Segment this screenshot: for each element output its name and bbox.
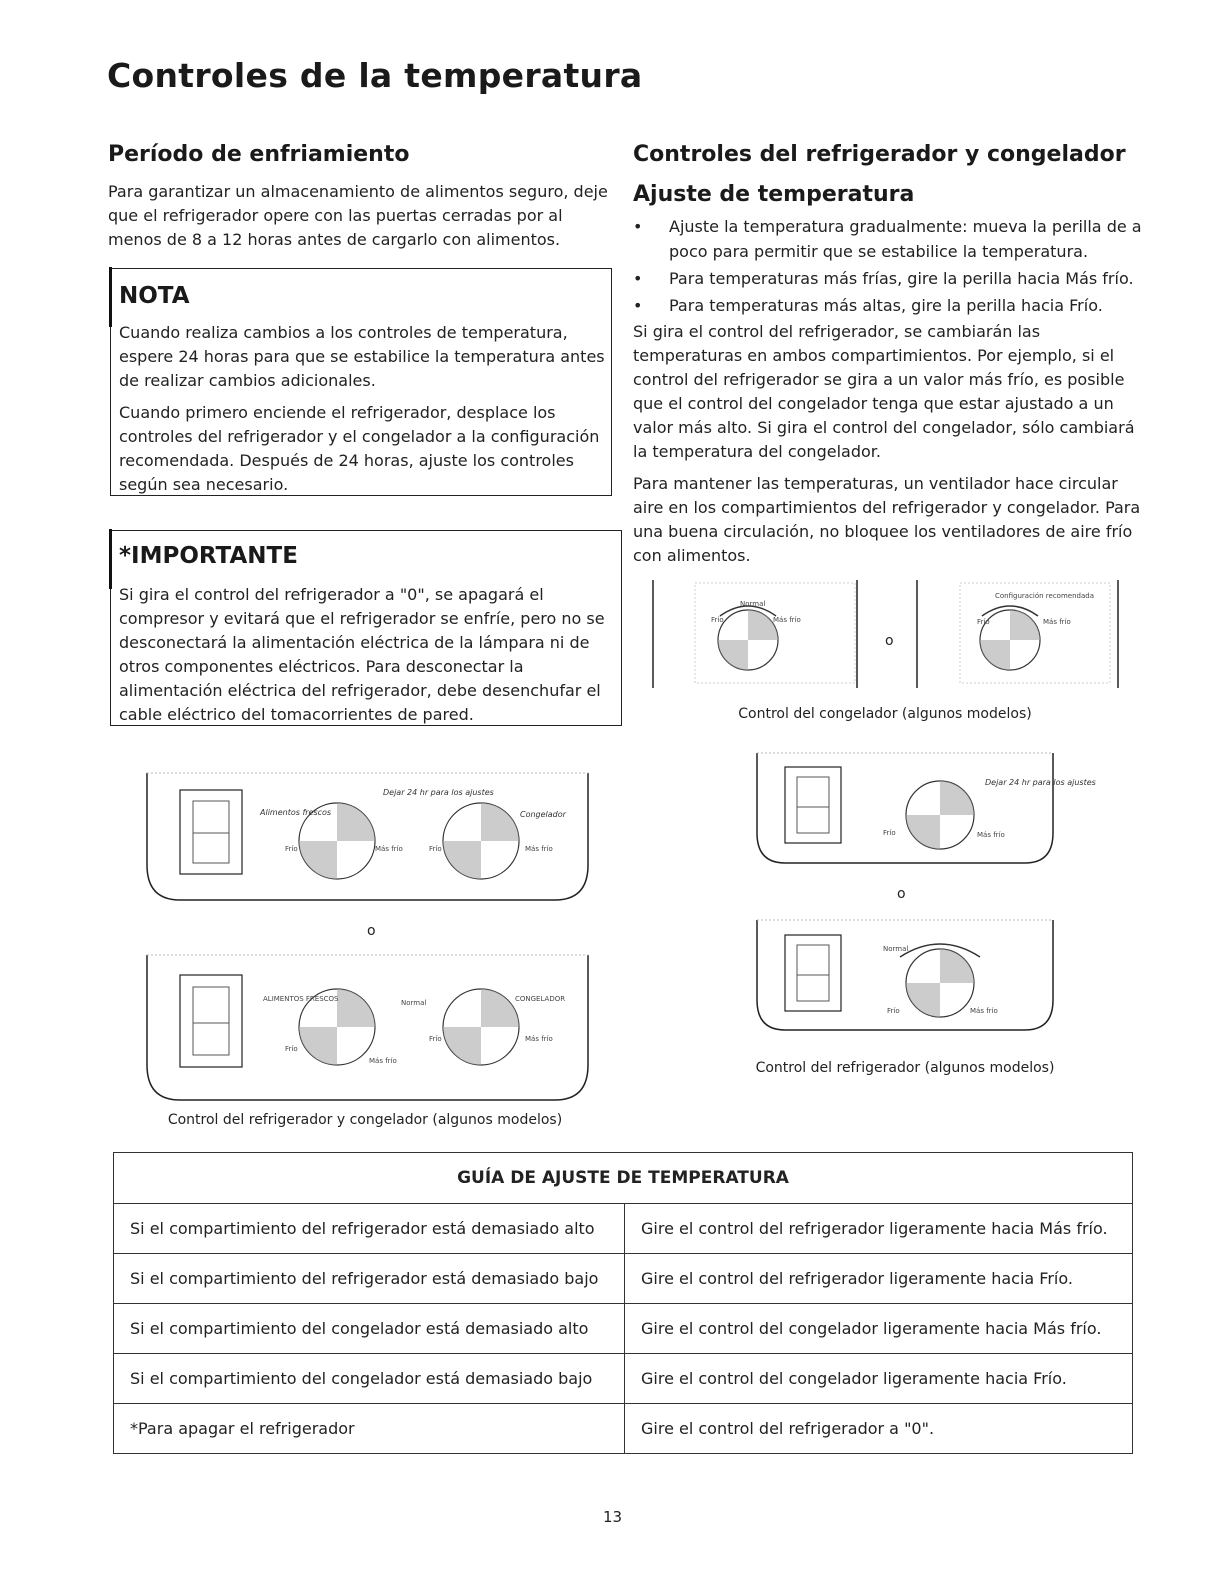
congelador-label: Congelador [520, 810, 566, 819]
guide-condition: Si el compartimiento del refrigerador está demasiado alto [114, 1204, 625, 1254]
alimentos-frescos-caps-label: ALIMENTOS FRESCOS [263, 995, 339, 1003]
fridge-control-diagram [755, 745, 1096, 1045]
frio-label: Frío [883, 829, 896, 837]
alimentos-frescos-label: Alimentos frescos [260, 808, 332, 817]
nota-p1: Cuando realiza cambios a los controles de temperatura, espere 24 horas para que se estabilice la temperatura antes de realizar cambios adicionales. [119, 323, 605, 390]
frio-label: Frío [285, 1045, 298, 1053]
guide-condition: Si el compartimiento del congelador está demasiado bajo [114, 1354, 625, 1404]
dejar-label: Dejar 24 hr para los ajustes [985, 778, 1096, 787]
freezer-control-diagram [645, 578, 1135, 693]
congelador-caps-label: CONGELADOR [515, 995, 566, 1003]
importante-box [110, 530, 622, 726]
bullet-item: • Para temperaturas más altas, gire la perilla hacia Frío. [633, 293, 1143, 318]
combo-caption: Control del refrigerador y congelador (algunos modelos) [167, 1112, 563, 1128]
cooling-heading: Período de enfriamiento [108, 142, 410, 167]
frio-label: Frío [429, 1035, 442, 1043]
controls-p1: Si gira el control del refrigerador, se cambiarán las temperaturas en ambos compartimientos. Por ejemplo, si el control del refrigerador se gira a un valor más frío, es posible que el control del congelador tenga que estar ajustado a un valor más alto. Si gira el control del congelador, sólo cambiará la temperatura del congelador. [633, 322, 1135, 461]
or-label: o [885, 633, 894, 649]
guide-action: Gire el control del congelador ligeramente hacia Más frío. [625, 1304, 1133, 1354]
or-label: o [367, 923, 376, 939]
dejar-label: Dejar 24 hr para los ajustes [383, 788, 494, 797]
controls-heading: Controles del refrigerador y congelador [633, 142, 1126, 167]
guide-action: Gire el control del refrigerador ligeramente hacia Más frío. [625, 1204, 1133, 1254]
mas-frio-label: Más frío [1043, 618, 1071, 626]
guide-action: Gire el control del refrigerador ligeramente hacia Frío. [625, 1254, 1133, 1304]
frio-label: Frío [711, 616, 724, 624]
table-row [114, 1254, 1133, 1304]
frio-label: Frío [887, 1007, 900, 1015]
mas-frio-label: Más frío [375, 845, 403, 853]
table-row [114, 1404, 1133, 1454]
cooling-text: Para garantizar un almacenamiento de alimentos seguro, deje que el refrigerador opere con las puertas cerradas por al menos de 8 a 12 horas antes de cargarlo con alimentos. [108, 182, 608, 249]
mas-frio-label: Más frío [970, 1007, 998, 1015]
importante-text: Si gira el control del refrigerador a "0", se apagará el compresor y evitará que el refrigerador se enfríe, pero no se desconectará la alimentación eléctrica de la lámpara ni de otros componentes eléctricos. Para desconectar la alimentación eléctrica del refrigerador, debe desenchufar el cable eléctrico del tomacorrientes de pared. [119, 585, 605, 724]
fridge-caption: Control del refrigerador (algunos modelos) [755, 1060, 1055, 1076]
controls-p2: Para mantener las temperaturas, un ventilador hace circular aire en los compartimientos del refrigerador y congelador. Para una buena circulación, no bloquee los ventiladores de aire frío con alimentos. [633, 474, 1141, 565]
adjust-bullets [633, 214, 1143, 320]
table-row [114, 1204, 1133, 1254]
normal-label: Normal [401, 999, 427, 1007]
controls-subheading: Ajuste de temperatura [633, 182, 915, 207]
normal-label: Normal [883, 945, 909, 953]
guide-condition: Si el compartimiento del congelador está demasiado alto [114, 1304, 625, 1354]
page-title: Controles de la temperatura [107, 56, 643, 95]
mas-frio-label: Más frío [369, 1057, 397, 1065]
nota-p2: Cuando primero enciende el refrigerador, desplace los controles del refrigerador y el congelador a la configuración recomendada. Después de 24 horas, ajuste los controles según sea necesario. [119, 403, 600, 494]
combo-control-diagram [145, 765, 590, 1110]
guide-heading: GUÍA DE AJUSTE DE TEMPERATURA [114, 1153, 1133, 1204]
page-number: 13 [602, 1508, 623, 1526]
config-label: Configuración recomendada [995, 592, 1094, 600]
importante-heading: *IMPORTANTE [119, 543, 298, 569]
bullet-item: • Para temperaturas más frías, gire la perilla hacia Más frío. [633, 266, 1143, 291]
frio-label: Frío [285, 845, 298, 853]
mas-frio-label: Más frío [773, 616, 801, 624]
guide-action: Gire el control del congelador ligeramente hacia Frío. [625, 1354, 1133, 1404]
temperature-guide-table [113, 1152, 1133, 1454]
table-row [114, 1304, 1133, 1354]
freezer-caption: Control del congelador (algunos modelos) [738, 706, 1032, 722]
frio-label: Frío [429, 845, 442, 853]
table-row [114, 1354, 1133, 1404]
mas-frio-label: Más frío [525, 1035, 553, 1043]
nota-box [110, 268, 612, 496]
mas-frio-label: Más frío [977, 831, 1005, 839]
bullet-item: • Ajuste la temperatura gradualmente: mueva la perilla de a poco para permitir que se estabilice la temperatura. [633, 214, 1143, 264]
guide-action: Gire el control del refrigerador a "0". [625, 1404, 1133, 1454]
normal-label: Normal [740, 600, 766, 608]
nota-heading: NOTA [119, 283, 190, 309]
frio-label: Frío [977, 618, 990, 626]
mas-frio-label: Más frío [525, 845, 553, 853]
guide-condition: Si el compartimiento del refrigerador está demasiado bajo [114, 1254, 625, 1304]
or-label: o [897, 886, 906, 902]
guide-condition: *Para apagar el refrigerador [114, 1404, 625, 1454]
